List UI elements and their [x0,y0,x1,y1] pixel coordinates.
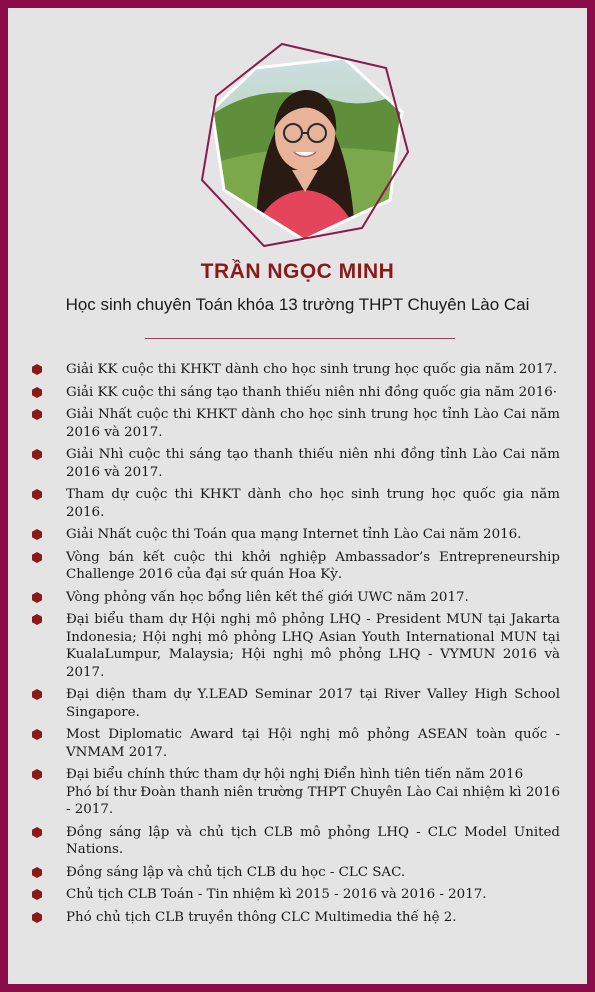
list-item [30,589,560,607]
achievement-text: Đại biểu tham dự Hội nghị mô phỏng LHQ - President MUN tại Jakarta Indonesia; Hội nghị mô phỏng LHQ Asian Youth International MUN tại KualaLumpur, Malaysia; Hội nghị mô phỏng LHQ - VYMUN 2016 và 2017. [66,612,560,680]
list-item [30,909,560,927]
hexagon-bullet-icon [32,614,42,625]
achievement-text: Phó chủ tịch CLB truyền thông CLC Multimedia thế hệ 2. [66,909,457,925]
divider [145,338,455,339]
hexagon-bullet-icon [32,449,42,460]
list-item [30,406,560,441]
hexagon-bullet-icon [32,409,42,420]
portrait [194,40,414,255]
hexagon-bullet-icon [32,552,42,563]
hexagon-bullet-icon [32,387,42,398]
achievement-text: Giải Nhất cuộc thi KHKT dành cho học sinh trung học tỉnh Lào Cai năm 2016 và 2017. [66,407,560,440]
hexagon-bullet-icon [32,729,42,740]
hexagon-bullet-icon [32,867,42,878]
hexagon-bullet-icon [32,889,42,900]
list-item [30,824,560,859]
list-item [30,486,560,521]
hexagon-bullet-icon [32,489,42,500]
person-subtitle: Học sinh chuyên Toán khóa 13 trường THPT Chuyên Lào Cai [65,295,530,314]
list-item [30,726,560,761]
achievement-text: Đồng sáng lập và chủ tịch CLB mô phỏng LHQ - CLC Model United Nations. [66,824,560,857]
achievements-list [30,361,560,931]
hexagon-bullet-icon [32,689,42,700]
hexagon-bullet-icon [32,827,42,838]
profile-card [8,8,587,984]
list-item [30,526,560,544]
achievement-text: Giải KK cuộc thi sáng tạo thanh thiếu niên nhi đồng quốc gia năm 2016· [66,384,557,400]
achievement-text: Chủ tịch CLB Toán - Tin nhiệm kì 2015 - 2016 và 2016 - 2017. [66,887,487,902]
achievement-text: Giải Nhất cuộc thi Toán qua mạng Internet tỉnh Lào Cai năm 2016. [66,527,522,542]
hexagon-bullet-icon [32,592,42,603]
list-item [30,686,560,721]
portrait-hexagon-photo [194,40,414,255]
achievement-text: Vòng bán kết cuộc thi khởi nghiệp Ambassador’s Entrepreneurship Challenge 2016 của đại sứ quán Hoa Kỳ. [66,549,560,582]
hexagon-bullet-icon [32,912,42,923]
hexagon-bullet-icon [32,769,42,780]
achievement-text: Giải Nhì cuộc thi sáng tạo thanh thiếu niên nhi đồng tỉnh Lào Cai năm 2016 và 2017. [66,447,560,480]
list-item [30,361,560,379]
list-item [30,766,560,819]
hexagon-bullet-icon [32,364,42,375]
person-name: TRẦN NGỌC MINH [200,260,395,283]
list-item [30,611,560,681]
achievement-text: Most Diplomatic Award tại Hội nghị mô phỏng ASEAN toàn quốc - VNMAM 2017. [66,727,560,760]
achievement-text: Đại diện tham dự Y.LEAD Seminar 2017 tại River Valley High School Singapore. [66,687,560,720]
list-item [30,446,560,481]
achievement-text: Tham dự cuộc thi KHKT dành cho học sinh trung học quốc gia năm 2016. [66,487,560,520]
list-item [30,384,560,402]
achievement-text: Đại biểu chính thức tham dự hội nghị Điển hình tiên tiến năm 2016 Phó bí thư Đoàn thanh niên trường THPT Chuyên Lào Cai nhiệm kì 2016 - 2017. [66,767,560,817]
list-item [30,886,560,904]
achievement-text: Đồng sáng lập và chủ tịch CLB du học - CLC SAC. [66,864,406,880]
achievement-text: Giải KK cuộc thi KHKT dành cho học sinh trung học quốc gia năm 2017. [66,362,558,377]
achievement-text: Vòng phỏng vấn học bổng liên kết thế giới UWC năm 2017. [66,589,469,605]
list-item [30,549,560,584]
hexagon-bullet-icon [32,529,42,540]
list-item [30,864,560,882]
